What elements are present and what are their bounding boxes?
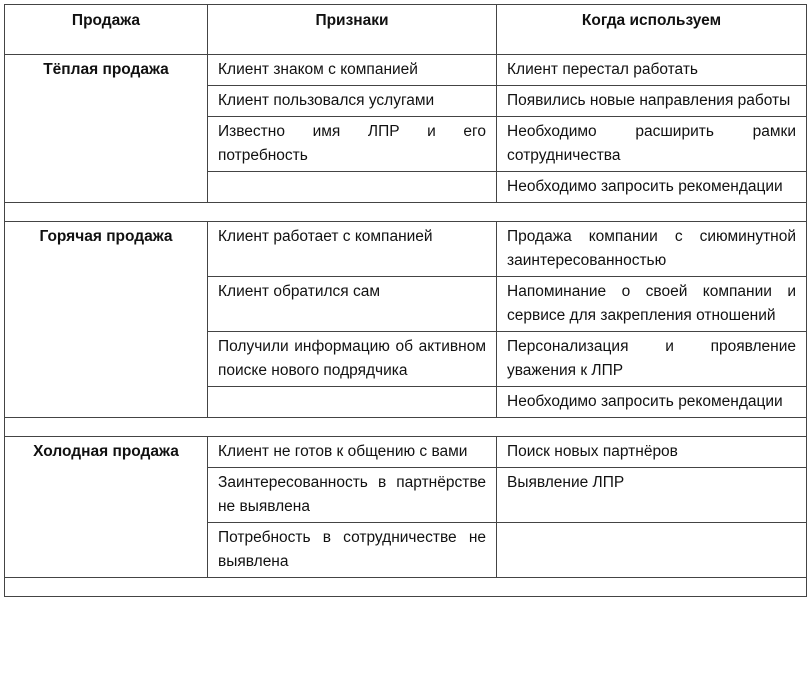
cold-when-2 xyxy=(497,523,807,578)
table-row xyxy=(5,437,807,468)
cold-when-0: Поиск новых партнёров xyxy=(497,437,807,468)
hot-sale-title: Горячая продажа xyxy=(5,222,208,418)
table-row xyxy=(5,55,807,86)
hot-sign-1: Клиент обратился сам xyxy=(208,277,497,332)
hot-sign-3 xyxy=(208,387,497,418)
warm-sign-3 xyxy=(208,172,497,203)
spacer-cell xyxy=(5,203,807,222)
warm-when-1: Появились новые направления работы xyxy=(497,86,807,117)
cold-sale-title: Холодная продажа xyxy=(5,437,208,578)
spacer-row xyxy=(5,578,807,597)
warm-sale-title: Тёплая продажа xyxy=(5,55,208,203)
hot-sign-2: Получили информацию об активном поиске нового подрядчика xyxy=(208,332,497,387)
cold-when-1: Выявление ЛПР xyxy=(497,468,807,523)
cold-sign-0: Клиент не готов к общению с вами xyxy=(208,437,497,468)
table-row xyxy=(5,222,807,277)
header-row xyxy=(5,5,807,55)
warm-when-2: Необходимо расширить рамки сотрудничества xyxy=(497,117,807,172)
hot-when-2: Персонализация и проявление уважения к ЛПР xyxy=(497,332,807,387)
cold-sign-2: Потребность в сотрудничестве не выявлена xyxy=(208,523,497,578)
warm-when-0: Клиент перестал работать xyxy=(497,55,807,86)
cold-sign-1: Заинтересованность в партнёрстве не выявлена xyxy=(208,468,497,523)
warm-sign-2: Известно имя ЛПР и его потребность xyxy=(208,117,497,172)
spacer-row xyxy=(5,203,807,222)
header-signs: Признаки xyxy=(208,5,497,55)
hot-when-1: Напоминание о своей компании и сервисе для закрепления отношений xyxy=(497,277,807,332)
header-when: Когда используем xyxy=(497,5,807,55)
hot-when-3: Необходимо запросить рекомендации xyxy=(497,387,807,418)
warm-sign-0: Клиент знаком с компанией xyxy=(208,55,497,86)
warm-sign-1: Клиент пользовался услугами xyxy=(208,86,497,117)
warm-when-3: Необходимо запросить рекомендации xyxy=(497,172,807,203)
hot-when-0: Продажа компании с сиюминутной заинтересованностью xyxy=(497,222,807,277)
spacer-cell xyxy=(5,418,807,437)
header-sale: Продажа xyxy=(5,5,208,55)
spacer-row xyxy=(5,418,807,437)
sales-types-table xyxy=(4,4,807,597)
spacer-cell xyxy=(5,578,807,597)
hot-sign-0: Клиент работает с компанией xyxy=(208,222,497,277)
